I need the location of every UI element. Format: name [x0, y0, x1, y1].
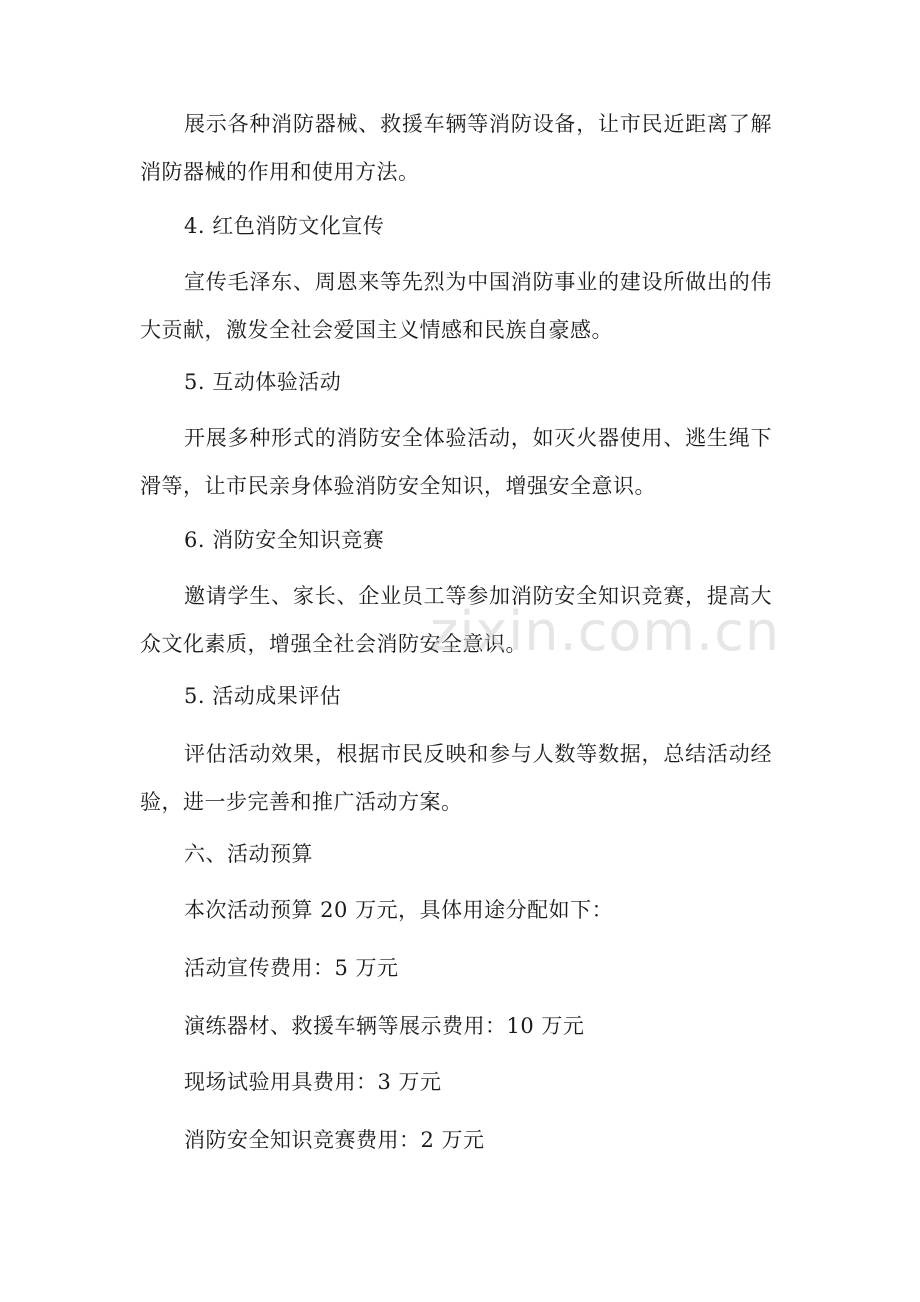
paragraph-interactive-experience: 开展多种形式的消防安全体验活动，如灭火器使用、逃生绳下滑等，让市民亲身体验消防安全知识，增强安全意识。	[140, 426, 772, 498]
budget-item: 活动宣传费用：5 万元	[184, 956, 399, 980]
paragraph-result-evaluation: 评估活动效果，根据市民反映和参与人数等数据，总结活动经验，进一步完善和推广活动方案。	[140, 742, 772, 814]
paragraph-knowledge-contest: 邀请学生、家长、企业员工等参加消防安全知识竞赛，提高大众文化素质，增强全社会消防安全意识。	[140, 584, 772, 656]
heading-red-culture: 4. 红色消防文化宣传	[184, 214, 385, 238]
budget-intro: 本次活动预算 20 万元，具体用途分配如下：	[184, 898, 614, 922]
heading-result-evaluation: 5. 活动成果评估	[184, 684, 342, 708]
budget-item: 消防安全知识竞赛费用：2 万元	[184, 1128, 485, 1152]
heading-interactive-experience: 5. 互动体验活动	[184, 370, 342, 394]
heading-knowledge-contest: 6. 消防安全知识竞赛	[184, 528, 385, 552]
paragraph-red-culture: 宣传毛泽东、周恩来等先烈为中国消防事业的建设所做出的伟大贡献，激发全社会爱国主义情感和民族自豪感。	[140, 270, 772, 342]
paragraph-equipment-display: 展示各种消防器械、救援车辆等消防设备，让市民近距离了解消防器械的作用和使用方法。	[140, 112, 772, 184]
watermark: zixin.com.cn	[430, 600, 781, 663]
budget-item: 现场试验用具费用：3 万元	[184, 1070, 442, 1094]
heading-budget: 六、活动预算	[184, 842, 313, 866]
budget-item: 演练器材、救援车辆等展示费用：10 万元	[184, 1014, 585, 1038]
